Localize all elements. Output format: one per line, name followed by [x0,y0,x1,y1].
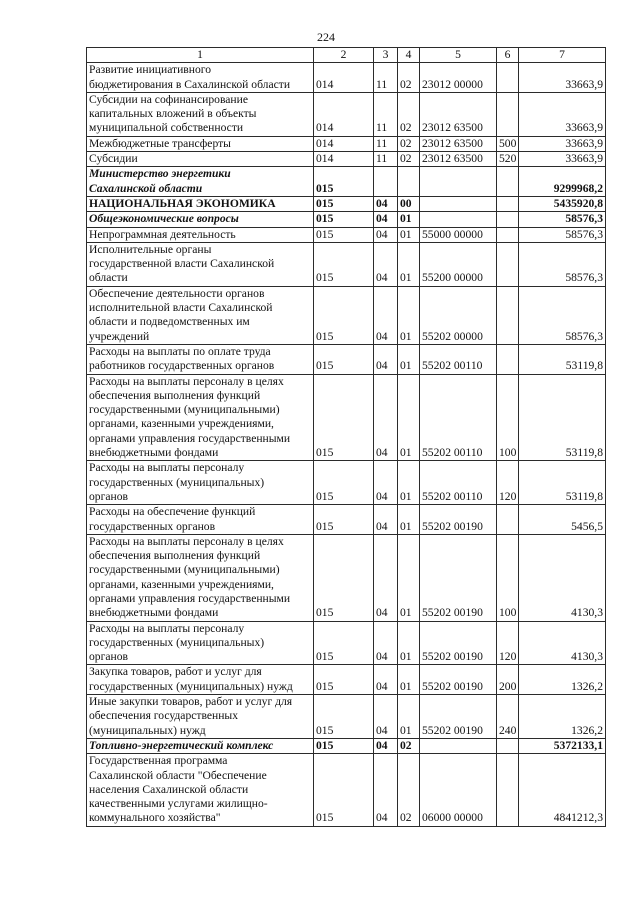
amount-cell: 4130,3 [519,534,606,621]
section-code-cell: 11 [374,92,398,136]
ministry-code-cell: 015 [314,242,374,286]
ministry-code-cell: 015 [314,167,374,197]
ministry-code-cell: 015 [314,374,374,461]
target-article-cell: 23012 63500 [420,152,497,167]
amount-cell: 9299968,2 [519,167,606,197]
target-article-cell: 55202 00110 [420,374,497,461]
subsection-code-cell: 01 [398,665,420,695]
ministry-code-cell: 015 [314,505,374,535]
header-cell-2: 2 [314,48,374,63]
item-name-cell: НАЦИОНАЛЬНАЯ ЭКОНОМИКА [87,196,314,211]
item-name-cell: Субсидии на софинансирование капитальных вложений в объекты муниципальной собственности [87,92,314,136]
item-name-cell: Развитие инициативного бюджетирования в Сахалинской области [87,63,314,93]
amount-cell: 4130,3 [519,621,606,665]
table-row [87,167,606,197]
item-name-cell: Иные закупки товаров, работ и услуг для обеспечения государственных (муниципальных) нужд [87,695,314,739]
header-cell-1: 1 [87,48,314,63]
expense-type-cell: 240 [497,695,519,739]
amount-cell: 53119,8 [519,344,606,374]
section-code-cell: 04 [374,738,398,753]
header-cell-3: 3 [374,48,398,63]
item-name-cell: Непрограммная деятельность [87,227,314,242]
table-row [87,63,606,93]
section-code-cell: 04 [374,344,398,374]
item-name-cell: Межбюджетные трансферты [87,136,314,151]
subsection-code-cell: 01 [398,505,420,535]
amount-cell: 5372133,1 [519,738,606,753]
table-row [87,212,606,227]
target-article-cell: 55202 00000 [420,286,497,344]
expense-type-cell [497,212,519,227]
amount-cell: 33663,9 [519,92,606,136]
target-article-cell [420,196,497,211]
expense-type-cell [497,196,519,211]
subsection-code-cell: 02 [398,152,420,167]
ministry-code-cell: 015 [314,196,374,211]
table-row [87,738,606,753]
subsection-code-cell: 01 [398,286,420,344]
ministry-code-cell: 014 [314,152,374,167]
amount-cell: 53119,8 [519,461,606,505]
section-code-cell: 11 [374,63,398,93]
target-article-cell: 23012 00000 [420,63,497,93]
item-name-cell: Расходы на выплаты персоналу государственных (муниципальных) органов [87,461,314,505]
subsection-code-cell: 01 [398,621,420,665]
table-row [87,695,606,739]
table-row [87,196,606,211]
expense-type-cell [497,92,519,136]
target-article-cell: 55202 00190 [420,505,497,535]
subsection-code-cell: 01 [398,534,420,621]
table-row [87,344,606,374]
section-code-cell: 04 [374,227,398,242]
ministry-code-cell: 015 [314,665,374,695]
subsection-code-cell: 02 [398,63,420,93]
item-name-cell: Расходы на выплаты персоналу в целях обеспечения выполнения функций государственными (муниципальными) органами, казенными учреждениями, органами управления государственными внебюджетными фондами [87,534,314,621]
table-row [87,461,606,505]
amount-cell: 33663,9 [519,152,606,167]
ministry-code-cell: 015 [314,754,374,826]
table-row [87,621,606,665]
ministry-code-cell: 015 [314,621,374,665]
target-article-cell: 55000 00000 [420,227,497,242]
table-row [87,534,606,621]
section-code-cell [374,167,398,197]
subsection-code-cell: 01 [398,212,420,227]
target-article-cell: 23012 63500 [420,136,497,151]
section-code-cell: 04 [374,461,398,505]
item-name-cell: Расходы на выплаты персоналу государственных (муниципальных) органов [87,621,314,665]
ministry-code-cell: 015 [314,212,374,227]
subsection-code-cell: 02 [398,136,420,151]
amount-cell: 1326,2 [519,665,606,695]
ministry-code-cell: 014 [314,92,374,136]
section-code-cell: 04 [374,374,398,461]
target-article-cell: 23012 63500 [420,92,497,136]
ministry-code-cell: 015 [314,534,374,621]
table-row [87,136,606,151]
section-code-cell: 04 [374,286,398,344]
target-article-cell: 55202 00110 [420,461,497,505]
target-article-cell: 55202 00190 [420,695,497,739]
ministry-code-cell: 015 [314,738,374,753]
expense-type-cell [497,167,519,197]
section-code-cell: 04 [374,621,398,665]
target-article-cell: 55202 00190 [420,665,497,695]
section-code-cell: 04 [374,212,398,227]
section-code-cell: 04 [374,196,398,211]
target-article-cell [420,738,497,753]
subsection-code-cell: 01 [398,344,420,374]
amount-cell: 58576,3 [519,286,606,344]
subsection-code-cell: 02 [398,92,420,136]
table-row [87,242,606,286]
amount-cell: 53119,8 [519,374,606,461]
ministry-code-cell: 015 [314,695,374,739]
item-name-cell: Расходы на выплаты персоналу в целях обеспечения выполнения функций государственными (муниципальными) органами, казенными учреждениями, органами управления государственными внебюджетными фондами [87,374,314,461]
amount-cell: 33663,9 [519,63,606,93]
expense-type-cell [497,286,519,344]
header-cell-7: 7 [519,48,606,63]
expense-type-cell: 500 [497,136,519,151]
item-name-cell: Общеэкономические вопросы [87,212,314,227]
item-name-cell: Обеспечение деятельности органов исполнительной власти Сахалинской области и подведомственных им учреждений [87,286,314,344]
subsection-code-cell: 01 [398,242,420,286]
expense-type-cell: 100 [497,374,519,461]
amount-cell: 58576,3 [519,242,606,286]
expense-type-cell [497,738,519,753]
target-article-cell: 06000 00000 [420,754,497,826]
ministry-code-cell: 014 [314,63,374,93]
section-code-cell: 04 [374,754,398,826]
table-row [87,152,606,167]
page-number: 224 [317,30,335,44]
table-row [87,665,606,695]
ministry-code-cell: 014 [314,136,374,151]
amount-cell: 4841212,3 [519,754,606,826]
ministry-code-cell: 015 [314,227,374,242]
table-row [87,374,606,461]
subsection-code-cell: 01 [398,374,420,461]
subsection-code-cell: 00 [398,196,420,211]
target-article-cell [420,212,497,227]
target-article-cell [420,167,497,197]
amount-cell: 1326,2 [519,695,606,739]
expense-type-cell: 120 [497,461,519,505]
expense-type-cell: 100 [497,534,519,621]
table-header-row [87,48,606,63]
header-cell-5: 5 [420,48,497,63]
target-article-cell: 55202 00190 [420,621,497,665]
target-article-cell: 55202 00190 [420,534,497,621]
section-code-cell: 04 [374,505,398,535]
item-name-cell: Топливно-энергетический комплекс [87,738,314,753]
subsection-code-cell: 02 [398,754,420,826]
subsection-code-cell: 01 [398,461,420,505]
expense-type-cell [497,344,519,374]
item-name-cell: Закупка товаров, работ и услуг для государственных (муниципальных) нужд [87,665,314,695]
table-row [87,92,606,136]
amount-cell: 33663,9 [519,136,606,151]
subsection-code-cell: 01 [398,227,420,242]
target-article-cell: 55200 00000 [420,242,497,286]
subsection-code-cell: 01 [398,695,420,739]
section-code-cell: 11 [374,136,398,151]
header-cell-6: 6 [497,48,519,63]
item-name-cell: Исполнительные органы государственной власти Сахалинской области [87,242,314,286]
item-name-cell: Государственная программа Сахалинской области "Обеспечение населения Сахалинской области качественными услугами жилищно- коммунального хозяйства" [87,754,314,826]
expense-type-cell [497,505,519,535]
table-row [87,754,606,826]
expense-type-cell: 120 [497,621,519,665]
expense-type-cell: 520 [497,152,519,167]
expense-type-cell [497,754,519,826]
expense-type-cell [497,227,519,242]
ministry-code-cell: 015 [314,344,374,374]
expense-type-cell: 200 [497,665,519,695]
target-article-cell: 55202 00110 [420,344,497,374]
expense-type-cell [497,63,519,93]
subsection-code-cell: 02 [398,738,420,753]
amount-cell: 5456,5 [519,505,606,535]
ministry-code-cell: 015 [314,286,374,344]
table-row [87,286,606,344]
budget-table [86,47,606,827]
ministry-code-cell: 015 [314,461,374,505]
table-row [87,505,606,535]
subsection-code-cell [398,167,420,197]
amount-cell: 58576,3 [519,227,606,242]
section-code-cell: 04 [374,695,398,739]
item-name-cell: Министерство энергетики Сахалинской области [87,167,314,197]
amount-cell: 5435920,8 [519,196,606,211]
section-code-cell: 11 [374,152,398,167]
section-code-cell: 04 [374,665,398,695]
expense-type-cell [497,242,519,286]
section-code-cell: 04 [374,534,398,621]
section-code-cell: 04 [374,242,398,286]
header-cell-4: 4 [398,48,420,63]
item-name-cell: Расходы на выплаты по оплате труда работников государственных органов [87,344,314,374]
item-name-cell: Субсидии [87,152,314,167]
item-name-cell: Расходы на обеспечение функций государственных органов [87,505,314,535]
table-row [87,227,606,242]
amount-cell: 58576,3 [519,212,606,227]
